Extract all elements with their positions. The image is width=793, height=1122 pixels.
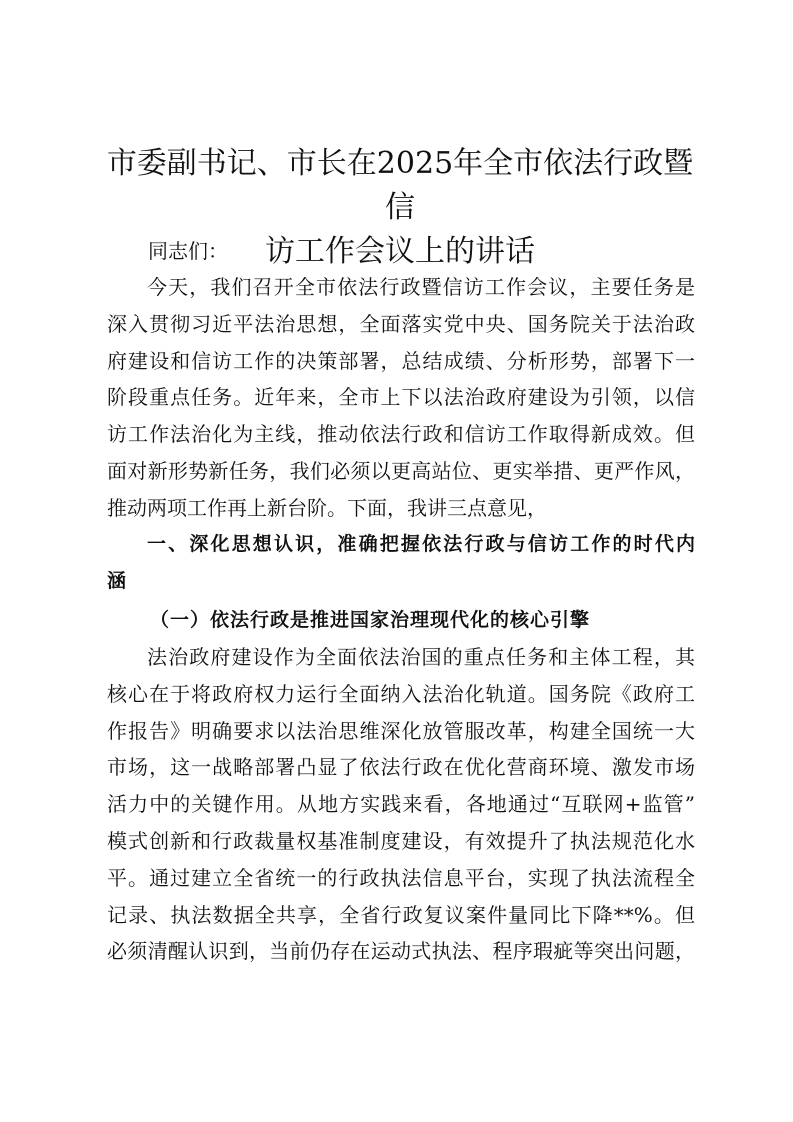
paragraph-line: 推动两项工作再上新台阶。下面，我讲三点意见， bbox=[107, 495, 547, 520]
paragraph-line: 模式创新和行政裁量权基准制度建设，有效提升了执法规范化水 bbox=[107, 828, 695, 853]
paragraph-line: 今天，我们召开全市依法行政暨信访工作会议，主要任务是 bbox=[147, 275, 695, 299]
paragraph-line: 必须清醒认识到，当前仍存在运动式执法、程序瑕疵等突出问题， bbox=[107, 939, 695, 964]
paragraph-line: 核心在于将政府权力运行全面纳入法治化轨道。国务院《政府工 bbox=[107, 681, 695, 706]
paragraph-line: 法治政府建设作为全面依法治国的重点任务和主体工程，其 bbox=[147, 645, 695, 669]
paragraph-line: 面对新形势新任务，我们必须以更高站位、更实举措、更严作风， bbox=[107, 458, 695, 483]
heading-line: 一、深化思想认识，准确把握依法行政与信访工作的时代内 bbox=[147, 533, 695, 555]
paragraph-intro bbox=[107, 269, 695, 527]
section-heading-1 bbox=[107, 526, 695, 600]
paragraph-line: 记录、执法数据全共享，全省行政复议案件量同比下降**%。但 bbox=[107, 902, 695, 927]
paragraph-line: 阶段重点任务。近年来，全市上下以法治政府建设为引领，以信 bbox=[107, 385, 695, 410]
paragraph-line: 访工作法治化为主线，推动依法行政和信访工作取得新成效。但 bbox=[107, 422, 695, 447]
paragraph-line: 平。通过建立全省统一的行政执法信息平台，实现了执法流程全 bbox=[107, 865, 695, 890]
paragraph-section-1 bbox=[107, 639, 695, 970]
subsection-heading-1: （一）依法行政是推进国家治理现代化的核心引擎 bbox=[150, 609, 591, 631]
title-line-2: 访工作会议上的讲话 bbox=[265, 234, 535, 269]
paragraph-line: 市场，这一战略部署凸显了依法行政在优化营商环境、激发市场 bbox=[107, 755, 695, 780]
title-line-1: 市委副书记、市长在2025年全市依法行政暨信 bbox=[106, 146, 694, 225]
paragraph-line: 深入贯彻习近平法治思想，全面落实党中央、国务院关于法治政 bbox=[107, 311, 695, 336]
heading-line: 涵 bbox=[107, 569, 127, 592]
paragraph-line: 活力中的关键作用。从地方实践来看，各地通过“互联网+监管” bbox=[107, 792, 695, 817]
salutation: 同志们： bbox=[148, 239, 228, 263]
paragraph-line: 作报告》明确要求以法治思维深化放管服改革，构建全国统一大 bbox=[107, 718, 695, 743]
paragraph-line: 府建设和信访工作的决策部署，总结成绩、分析形势，部署下一 bbox=[107, 348, 695, 373]
